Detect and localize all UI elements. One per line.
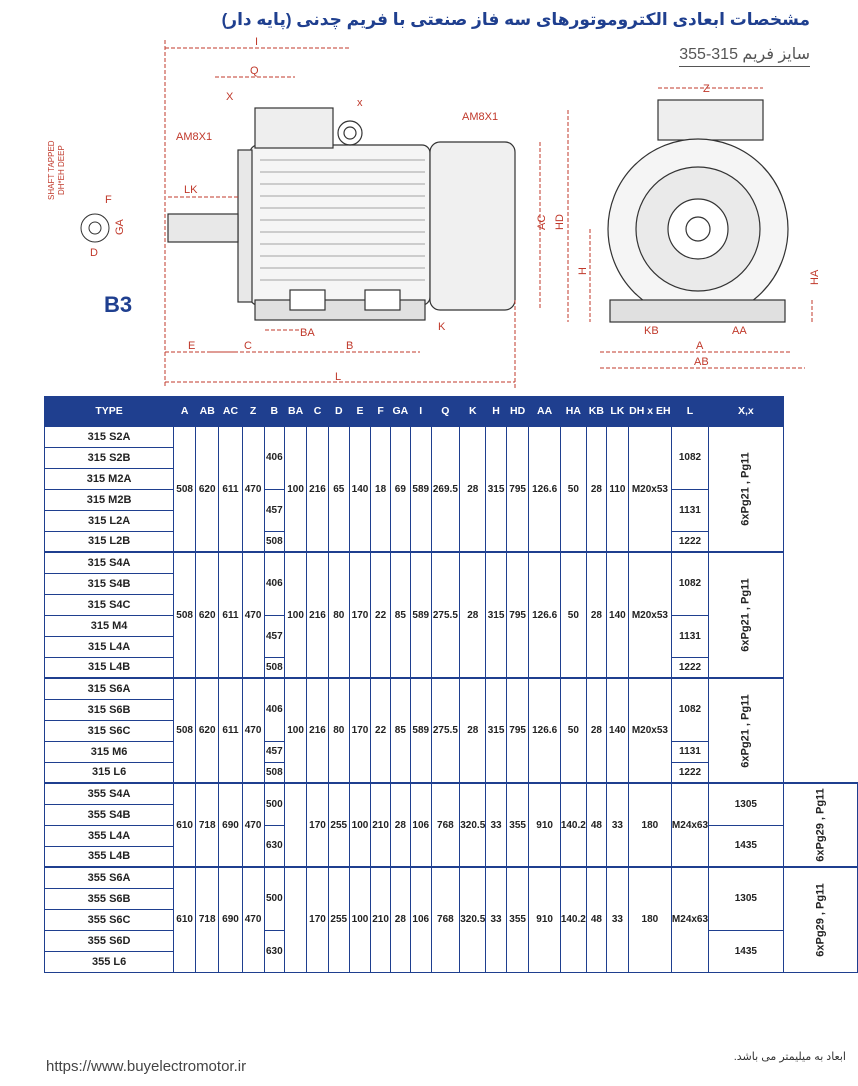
type-cell: 315 M2B	[45, 489, 174, 510]
type-cell: 355 S6A	[45, 867, 174, 888]
col-header-11: GA	[390, 397, 410, 427]
value-cell: 216	[307, 426, 329, 552]
dim-L: L	[335, 371, 342, 383]
col-header-1: A	[174, 397, 196, 427]
value-cell: 275.5	[431, 678, 460, 783]
value-cell: 718	[196, 867, 219, 972]
type-cell: 355 L4B	[45, 846, 174, 867]
col-header-14: K	[460, 397, 486, 427]
value-cell: 22	[371, 552, 390, 678]
value-cell: 170	[349, 678, 371, 783]
type-cell: 315 S4C	[45, 594, 174, 615]
shaft-note: SHAFT TAPPED	[47, 140, 56, 200]
value-cell: 768	[431, 783, 460, 867]
value-cell: 320.5	[460, 867, 486, 972]
value-cell: 28	[586, 678, 606, 783]
b-cell: 508	[264, 657, 285, 678]
dim-KB: KB	[644, 325, 659, 337]
value-cell: 180	[628, 783, 671, 867]
value-cell: 22	[371, 678, 390, 783]
value-cell: 216	[307, 552, 329, 678]
value-cell: 315	[486, 552, 507, 678]
value-cell: 50	[560, 678, 586, 783]
value-cell: 85	[390, 552, 410, 678]
col-header-2: AB	[196, 397, 219, 427]
mounting-label: B3	[104, 292, 133, 317]
dim-E: E	[188, 340, 196, 352]
table-row	[45, 783, 858, 804]
l-cell: 1082	[671, 426, 708, 489]
value-cell: 470	[242, 867, 264, 972]
value-cell: M24x63	[671, 783, 708, 867]
b-cell: 500	[264, 783, 285, 825]
col-header-10: F	[371, 397, 390, 427]
col-header-22: L	[671, 397, 708, 427]
col-header-12: I	[410, 397, 431, 427]
col-header-5: B	[264, 397, 285, 427]
dim-I: I	[255, 36, 259, 48]
value-cell: 106	[410, 783, 431, 867]
value-cell: 210	[371, 783, 390, 867]
value-cell: 28	[586, 552, 606, 678]
value-cell: M20x53	[628, 678, 671, 783]
col-header-13: Q	[431, 397, 460, 427]
value-cell: 140.2	[560, 783, 586, 867]
type-cell: 315 S4B	[45, 573, 174, 594]
base-front	[610, 300, 785, 322]
l-cell: 1082	[671, 678, 708, 741]
col-header-19: KB	[586, 397, 606, 427]
dim-x: x	[357, 97, 363, 109]
type-cell: 315 L2B	[45, 531, 174, 552]
dim-AC: AC	[536, 214, 548, 230]
units-note: ابعاد به میلیمتر می باشد.	[733, 1051, 846, 1063]
value-cell: 28	[460, 678, 486, 783]
type-cell: 315 L2A	[45, 510, 174, 531]
value-cell: 126.6	[529, 552, 560, 678]
value-cell: 180	[628, 867, 671, 972]
l-cell: 1131	[671, 489, 708, 531]
value-cell: 18	[371, 426, 390, 552]
dim-B: B	[346, 340, 354, 352]
value-cell: 170	[307, 783, 329, 867]
table-row	[45, 678, 858, 699]
l-cell: 1222	[671, 762, 708, 783]
shaft-end-view	[81, 214, 109, 242]
terminal-box-front	[658, 100, 763, 140]
dim-BA: BA	[300, 327, 315, 339]
type-cell: 315 S6A	[45, 678, 174, 699]
b-cell: 406	[264, 678, 285, 741]
value-cell: 80	[328, 678, 349, 783]
value-cell: 470	[242, 426, 264, 552]
dim-K: K	[438, 321, 446, 333]
value-cell: 140	[606, 552, 628, 678]
value-cell: 355	[506, 867, 529, 972]
dim-A: A	[696, 340, 704, 352]
value-cell: 126.6	[529, 678, 560, 783]
b-cell: 630	[264, 825, 285, 867]
value-cell: 65	[328, 426, 349, 552]
value-cell: 620	[196, 678, 219, 783]
type-cell: 355 L6	[45, 951, 174, 972]
value-cell: 255	[328, 867, 349, 972]
table-row	[45, 426, 858, 447]
value-cell: 140	[606, 678, 628, 783]
value-cell: 33	[486, 783, 507, 867]
value-cell: 33	[606, 783, 628, 867]
b-cell: 630	[264, 930, 285, 972]
fan-cover	[430, 142, 515, 310]
value-cell	[285, 867, 307, 972]
col-header-6: BA	[285, 397, 307, 427]
type-cell: 315 S4A	[45, 552, 174, 573]
type-cell: 315 L4B	[45, 657, 174, 678]
value-cell: 795	[506, 678, 529, 783]
value-cell: 470	[242, 783, 264, 867]
l-cell: 1082	[671, 552, 708, 615]
shaft-note2: DH*EH DEEP	[57, 145, 66, 195]
value-cell: 100	[285, 552, 307, 678]
l-cell: 1435	[709, 825, 784, 867]
value-cell: 50	[560, 426, 586, 552]
value-cell: 315	[486, 426, 507, 552]
value-cell: 170	[307, 867, 329, 972]
dim-X: X	[226, 91, 234, 103]
value-cell: 620	[196, 426, 219, 552]
dim-D: D	[90, 247, 98, 259]
value-cell: 106	[410, 867, 431, 972]
b-cell: 508	[264, 762, 285, 783]
value-cell: 718	[196, 783, 219, 867]
value-cell: 100	[349, 783, 371, 867]
b-cell: 406	[264, 426, 285, 489]
value-cell: 768	[431, 867, 460, 972]
value-cell: 795	[506, 426, 529, 552]
value-cell: 355	[506, 783, 529, 867]
terminal-box	[255, 108, 333, 148]
value-cell: 48	[586, 867, 606, 972]
l-cell: 1222	[671, 657, 708, 678]
l-cell: 1131	[671, 615, 708, 657]
col-header-17: AA	[529, 397, 560, 427]
front-view	[608, 100, 788, 322]
value-cell: 85	[390, 678, 410, 783]
value-cell: 589	[410, 426, 431, 552]
col-header-15: H	[486, 397, 507, 427]
type-cell: 315 S6C	[45, 720, 174, 741]
col-header-21: DH x EH	[628, 397, 671, 427]
b-cell: 457	[264, 615, 285, 657]
dim-GA: GA	[114, 219, 126, 235]
col-header-9: E	[349, 397, 371, 427]
side-view	[168, 108, 515, 320]
dim-F: F	[105, 194, 112, 206]
value-cell: 100	[285, 426, 307, 552]
l-cell: 1131	[671, 741, 708, 762]
type-cell: 355 S4B	[45, 804, 174, 825]
value-cell: 611	[219, 678, 242, 783]
xx-cell: 6xPg29 , Pg11	[783, 867, 857, 972]
dim-Z: Z	[703, 83, 710, 95]
type-cell: 315 L6	[45, 762, 174, 783]
value-cell: 508	[174, 426, 196, 552]
b-cell: 508	[264, 531, 285, 552]
xx-cell: 6xPg21 , Pg11	[709, 678, 784, 783]
value-cell: 110	[606, 426, 628, 552]
end-shield	[238, 150, 252, 302]
value-cell: 910	[529, 867, 560, 972]
value-cell: 48	[586, 783, 606, 867]
type-cell: 315 S2A	[45, 426, 174, 447]
value-cell: 275.5	[431, 552, 460, 678]
value-cell: 690	[219, 783, 242, 867]
b-cell: 457	[264, 741, 285, 762]
value-cell: 589	[410, 678, 431, 783]
value-cell: 100	[285, 678, 307, 783]
value-cell: 50	[560, 552, 586, 678]
type-cell: 355 S4A	[45, 783, 174, 804]
table-header-row	[45, 397, 858, 427]
xx-cell: 6xPg21 , Pg11	[709, 552, 784, 678]
value-cell: 315	[486, 678, 507, 783]
value-cell: 100	[349, 867, 371, 972]
dim-am1: AM8X1	[176, 131, 213, 143]
value-cell: 28	[390, 867, 410, 972]
shaft	[168, 214, 238, 242]
frame-size-subtitle: سایز فریم 315-355	[679, 44, 810, 67]
l-cell: 1305	[709, 783, 784, 825]
value-cell: 589	[410, 552, 431, 678]
dim-H: H	[577, 267, 589, 275]
value-cell: 470	[242, 678, 264, 783]
value-cell: 69	[390, 426, 410, 552]
value-cell: 170	[349, 552, 371, 678]
value-cell: 33	[606, 867, 628, 972]
col-header-16: HD	[506, 397, 529, 427]
website-url[interactable]: https://www.buyelectromotor.ir	[46, 1058, 247, 1075]
value-cell: 269.5	[431, 426, 460, 552]
value-cell: 33	[486, 867, 507, 972]
col-header-23: X,x	[709, 397, 784, 427]
value-cell: 28	[460, 552, 486, 678]
value-cell: 28	[586, 426, 606, 552]
type-cell: 315 S6B	[45, 699, 174, 720]
page-title: مشخصات ابعادی الکتروموتورهای سه فاز صنعتی با فریم چدنی (پایه دار)	[221, 10, 810, 29]
table-row	[45, 552, 858, 573]
lifting-eye	[338, 121, 362, 145]
dim-HA: HA	[809, 269, 821, 285]
value-cell: 611	[219, 426, 242, 552]
col-header-8: D	[328, 397, 349, 427]
dim-Q: Q	[250, 65, 259, 77]
value-cell: 320.5	[460, 783, 486, 867]
value-cell: 255	[328, 783, 349, 867]
xx-cell: 6xPg29 , Pg11	[783, 783, 857, 867]
type-cell: 355 S6C	[45, 909, 174, 930]
motor-frame	[250, 145, 430, 305]
type-cell: 355 L4A	[45, 825, 174, 846]
dim-HD: HD	[554, 214, 566, 230]
dimension-table	[44, 396, 858, 973]
table-row	[45, 867, 858, 888]
dim-AB: AB	[694, 356, 709, 368]
value-cell: 140.2	[560, 867, 586, 972]
value-cell: 610	[174, 783, 196, 867]
l-cell: 1305	[709, 867, 784, 930]
l-cell: 1222	[671, 531, 708, 552]
type-cell: 315 M2A	[45, 468, 174, 489]
type-cell: 355 S6D	[45, 930, 174, 951]
type-cell: 315 S2B	[45, 447, 174, 468]
dim-AA: AA	[732, 325, 747, 337]
dim-LK: LK	[184, 184, 198, 196]
value-cell: 28	[460, 426, 486, 552]
value-cell: M20x53	[628, 426, 671, 552]
type-cell: 315 M4	[45, 615, 174, 636]
col-header-18: HA	[560, 397, 586, 427]
value-cell: 620	[196, 552, 219, 678]
motor-drawing	[0, 0, 858, 392]
xx-cell: 6xPg21 , Pg11	[709, 426, 784, 552]
type-cell: 315 L4A	[45, 636, 174, 657]
type-cell: 355 S6B	[45, 888, 174, 909]
value-cell: M20x53	[628, 552, 671, 678]
value-cell: 610	[174, 867, 196, 972]
value-cell: 508	[174, 552, 196, 678]
value-cell: 216	[307, 678, 329, 783]
value-cell: 28	[390, 783, 410, 867]
b-cell: 406	[264, 552, 285, 615]
b-cell: 457	[264, 489, 285, 531]
value-cell: 910	[529, 783, 560, 867]
value-cell: 795	[506, 552, 529, 678]
dim-am2: AM8X1	[462, 111, 499, 123]
col-header-20: LK	[606, 397, 628, 427]
l-cell: 1435	[709, 930, 784, 972]
value-cell: 210	[371, 867, 390, 972]
value-cell	[285, 783, 307, 867]
b-cell: 500	[264, 867, 285, 930]
value-cell: 80	[328, 552, 349, 678]
col-header-7: C	[307, 397, 329, 427]
type-cell: 315 M6	[45, 741, 174, 762]
value-cell: 611	[219, 552, 242, 678]
value-cell: 508	[174, 678, 196, 783]
value-cell: 690	[219, 867, 242, 972]
value-cell: 126.6	[529, 426, 560, 552]
value-cell: M24x63	[671, 867, 708, 972]
col-header-4: Z	[242, 397, 264, 427]
value-cell: 470	[242, 552, 264, 678]
value-cell: 140	[349, 426, 371, 552]
col-header-3: AC	[219, 397, 242, 427]
col-header-0: TYPE	[45, 397, 174, 427]
dim-C: C	[244, 340, 252, 352]
